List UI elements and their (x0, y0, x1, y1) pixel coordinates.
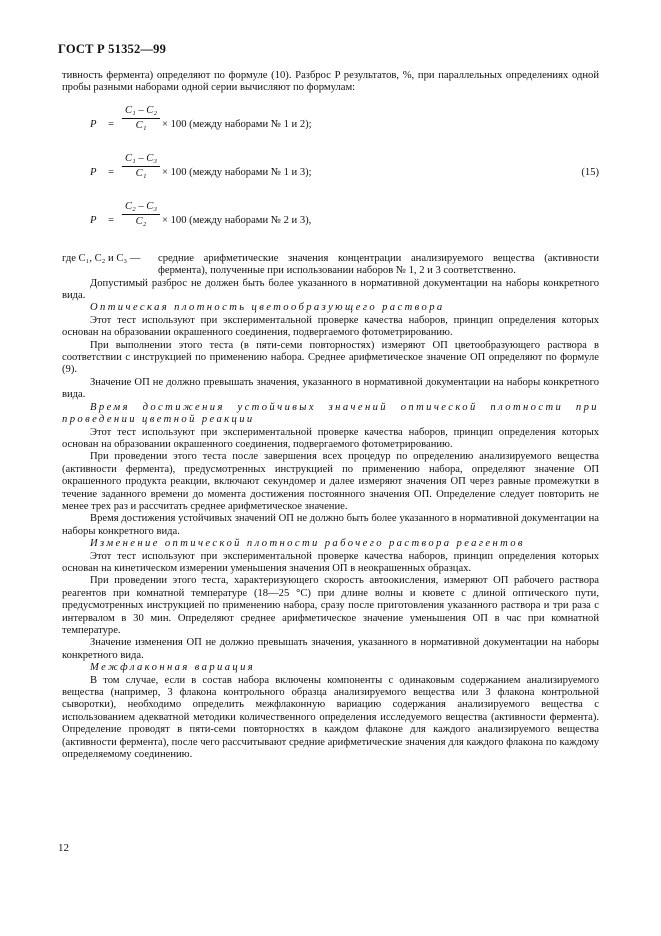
formula-1: P = $\frac{\text{C₁ – C₂}}{\text{C₁}}$ × 100 (между наборами № 1 и 2); (90, 104, 312, 132)
fraction: $\frac{\text{C₁ – C₂}}{\text{C₁}}$ (122, 105, 160, 133)
fraction: $\frac{\text{C₁ – C₃}}{\text{C₁}}$ (122, 153, 160, 181)
section-heading: Изменение оптической плотности рабочего раствора реагентов (90, 538, 525, 550)
formula-3: P = $\frac{\text{C₂ – C₃}}{\text{C₂}}$ × 100 (между наборами № 2 и 3), (90, 200, 312, 228)
paragraph: В том случае, если в состав набора включены компоненты с одинаковым содержанием анализируемого вещества (например, 3 флакона контрольного образца анализируемого вещества или 3 флакона контрольной сыворотки), необходимо определить межфлаконную вариацию содержания анализируемого вещества с использованием адекватной методики количественного определения исследуемого вещества (активности фермента). Определение проводят в пяти-семи повторностях в каждом флаконе для каждого анализируемого вещества (активности фермента), после чего рассчитывают средние арифметические значения для каждого флакона по каждому определяемому соединению. (62, 674, 599, 761)
page-number: 12 (58, 842, 69, 854)
paragraph: Время достижения устойчивых значений ОП не должно быть более указанного в нормативной документации на наборы конкретного вида. (62, 513, 599, 537)
section-heading: Время достижения устойчивых значений оптической плотности при проведении цветной реакции (62, 401, 599, 426)
paragraph: Допустимый разброс не должен быть более указанного в нормативной документации на наборы конкретного вида. (62, 277, 599, 302)
paragraph: Этот тест используют при экспериментальной проверке качества наборов, принцип определения которых основан на кинетическом измерении уменьшения значения ОП в неокрашенных образцах. (62, 550, 599, 574)
fraction: $\frac{\text{C₂ – C₃}}{\text{C₂}}$ (122, 201, 160, 229)
section-heading: Оптическая плотность цветообразующего раствора (90, 302, 445, 314)
paragraph: Этот тест используют при экспериментальной проверке качества наборов, принцип определения которых основан на образовании окрашенного соединения, подвергаемого фотометрированию. (62, 314, 599, 339)
paragraph: При выполнении этого теста (в пяти-семи повторностях) измеряют ОП цветообразующего раствора в соответствии с инструкцией по применению набора. Среднее арифметическое значение ОП определяют по формуле (9). (62, 339, 599, 376)
equation-number: (15) (581, 166, 599, 178)
section-heading: Межфлаконная вариация (90, 662, 256, 674)
formula-2: P = $\frac{\text{C₁ – C₃}}{\text{C₁}}$ × 100 (между наборами № 1 и 3); (15) (90, 152, 599, 180)
paragraph: При проведении этого теста после завершения всех процедур по определению анализируемого вещества (активности фермента), предусмотренных инструкцией по применению набора, определяют значение ОП окрашенного продукта реакции, включают секундомер и далее измеряют значения ОП через равные промежутки в течение заданного времени до момента достижения постоянного значения ОП. Определение следует повторить не менее трех раз и рассчитать среднее арифметическое значение. (62, 451, 599, 512)
paragraph: Значение изменения ОП не должно превышать значения, указанного в нормативной документации на наборы конкретного вида. (62, 637, 599, 661)
paragraph: Этот тест используют при экспериментальной проверке качества наборов, принцип определения которых основан на образовании окрашенного соединения, подвергаемого фотометрированию. (62, 426, 599, 450)
where-label: где C₁, C₂ и C₃ — (62, 252, 141, 264)
where-text: средние арифметические значения концентрации анализируемого вещества (активности фермента), полученные при использовании наборов № 1, 2 и 3 соответственно. (158, 252, 599, 277)
intro-paragraph: тивность фермента) определяют по формуле (10). Разброс P результатов, %, при параллельных определениях одной пробы разными наборами одной серии вычисляют по формулам: (62, 70, 599, 94)
paragraph: Значение ОП не должно превышать значения, указанного в нормативной документации на наборы конкретного вида. (62, 376, 599, 401)
paragraph: При проведении этого теста, характеризующего скорость автоокисления, измеряют ОП рабочего раствора реагентов при комнатной температуре (18—25 °С) при длине волны и кювете с длиной оптического пути, предусмотренных инструкцией по применению набора, сразу после приготовления указанного раствора и три раза с интервалом в 30 мин. Определяют среднее арифметическое значение уменьшения ОП в час при комнатной температуре. (62, 575, 599, 636)
document-header: ГОСТ Р 51352—99 (58, 42, 167, 56)
where-clause (62, 253, 599, 278)
document-body (62, 70, 599, 761)
paragraph-list (62, 278, 599, 762)
